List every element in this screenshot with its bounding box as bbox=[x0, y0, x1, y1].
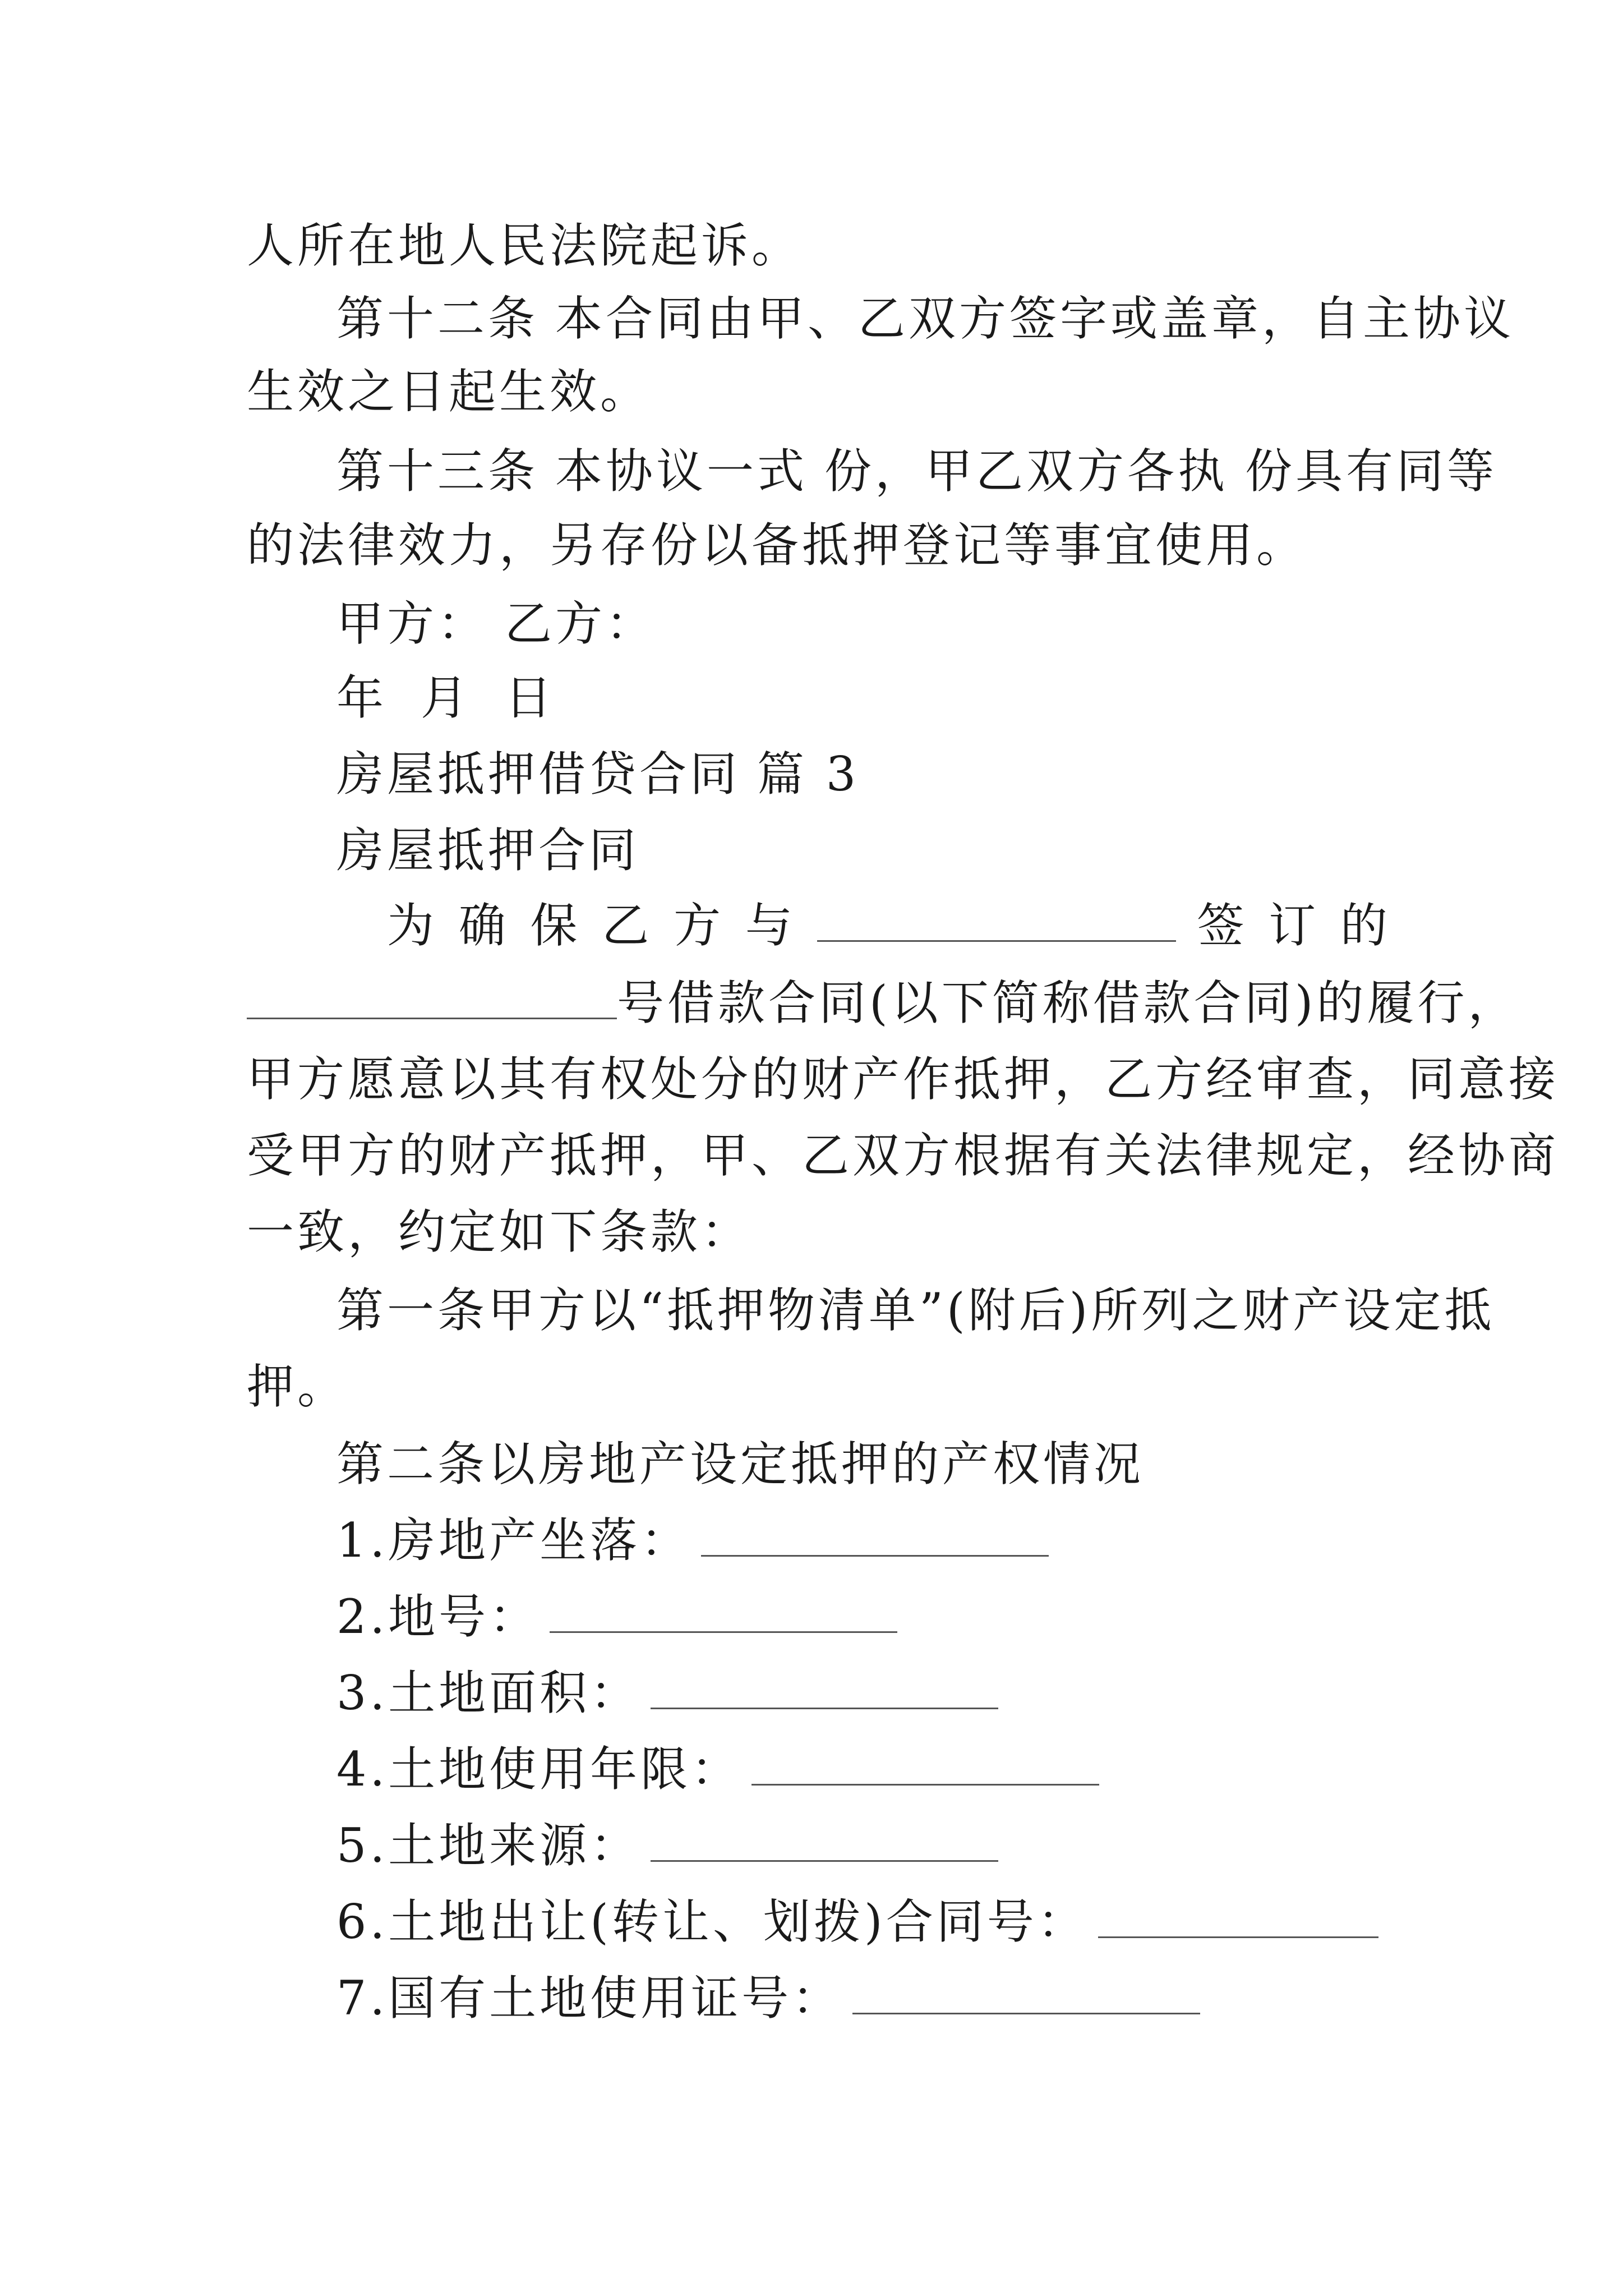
article-2-text: 第二条以房地产设定抵押的产权情况 bbox=[336, 1437, 1145, 1492]
article-1-text: 第一条甲方以“抵押物清单”(附后)所列之财产设定抵 bbox=[336, 1283, 1495, 1338]
date-year: 年 bbox=[336, 670, 388, 725]
section-number: 篇 3 bbox=[757, 747, 860, 802]
land-term-blank-field[interactable] bbox=[751, 1743, 1099, 1786]
date-month: 月 bbox=[421, 670, 472, 725]
item-label: 1.房地产坐落： bbox=[336, 1513, 691, 1568]
article-1-line-1 bbox=[336, 1282, 1495, 1338]
list-item bbox=[336, 1512, 1391, 1568]
list-item bbox=[336, 1970, 1391, 2026]
item-label: 2.地号： bbox=[336, 1589, 540, 1644]
intro-line-3 bbox=[247, 1051, 1560, 1107]
section-title: 房屋抵押借贷合同 bbox=[336, 747, 741, 802]
article-12-text: 本合同由甲、乙双方签字或盖章，自主协议 bbox=[555, 291, 1515, 346]
contract-no-blank-field[interactable] bbox=[1098, 1896, 1378, 1938]
list-item bbox=[336, 1894, 1391, 1950]
intro-word: 保 bbox=[530, 898, 581, 953]
article-13-number: 第十三条 bbox=[336, 444, 539, 499]
article-2-heading bbox=[336, 1436, 1391, 1492]
signature-line bbox=[336, 596, 1391, 652]
section-heading bbox=[336, 746, 1391, 802]
date-day: 日 bbox=[505, 670, 556, 725]
intro-word: 为 bbox=[387, 898, 438, 953]
intro-word: 与 bbox=[745, 898, 796, 953]
intro-word: 方 bbox=[674, 898, 725, 953]
date-line bbox=[336, 670, 1391, 726]
article-12-line-2 bbox=[247, 364, 1391, 420]
intro-word: 乙 bbox=[602, 898, 653, 953]
contract-title: 房屋抵押合同 bbox=[336, 823, 640, 878]
intro-line-2 bbox=[247, 975, 1519, 1031]
list-item bbox=[336, 1741, 1391, 1797]
item-label: 6.土地出让(转让、划拨)合同号： bbox=[336, 1894, 1088, 1949]
intro-line-1 bbox=[387, 898, 1391, 954]
article-13-text-a: 本协议一式 bbox=[555, 444, 808, 499]
article-13-text-c: 份具有同等 bbox=[1245, 444, 1498, 499]
item-label: 4.土地使用年限： bbox=[336, 1742, 742, 1797]
article-1-text-cont: 押。 bbox=[247, 1359, 348, 1414]
article-13-text-b: 份，甲乙双方各执 bbox=[824, 444, 1229, 499]
article-12-text-cont: 生效之日起生效。 bbox=[247, 364, 651, 419]
intro-text: 号借款合同(以下简称借款合同)的履行， bbox=[617, 976, 1519, 1030]
item-label: 5.土地来源： bbox=[336, 1818, 641, 1873]
intro-line-4 bbox=[247, 1128, 1560, 1184]
intro-word: 确 bbox=[458, 898, 509, 953]
item-label: 7.国有土地使用证号： bbox=[336, 1971, 843, 2026]
intro-text: 甲方愿意以其有权处分的财产作抵押，乙方经审查，同意接 bbox=[247, 1052, 1560, 1107]
article-13-line-1 bbox=[336, 443, 1498, 499]
land-certificate-blank-field[interactable] bbox=[852, 1972, 1200, 2014]
intro-line-5 bbox=[247, 1204, 1391, 1260]
article-13-line-2 bbox=[247, 517, 1391, 573]
contract-number-blank-field[interactable] bbox=[247, 977, 617, 1019]
party-blank-field[interactable] bbox=[817, 900, 1176, 942]
paragraph-line bbox=[247, 218, 1391, 274]
intro-word: 的 bbox=[1340, 898, 1391, 953]
text-line: 人所在地人民法院起诉。 bbox=[247, 218, 803, 273]
article-12-line-1 bbox=[336, 291, 1515, 347]
article-13-text-cont: 的法律效力，另存份以备抵押登记等事宜使用。 bbox=[247, 518, 1307, 573]
intro-word: 订 bbox=[1269, 898, 1320, 953]
intro-text: 受甲方的财产抵押，甲、乙双方根据有关法律规定，经协商 bbox=[247, 1128, 1560, 1183]
intro-text: 一致，约定如下条款： bbox=[247, 1204, 752, 1259]
list-item bbox=[336, 1818, 1391, 1874]
article-12-number: 第十二条 bbox=[336, 291, 539, 346]
item-label: 3.土地面积： bbox=[336, 1665, 641, 1720]
contract-title-line bbox=[336, 822, 1391, 878]
party-b-label: 乙方： bbox=[505, 596, 657, 651]
article-1-line-2 bbox=[247, 1359, 1391, 1415]
lot-number-blank-field[interactable] bbox=[550, 1591, 897, 1633]
land-area-blank-field[interactable] bbox=[651, 1667, 998, 1709]
list-item bbox=[336, 1589, 1391, 1645]
intro-word: 签 bbox=[1197, 898, 1248, 953]
party-a-label: 甲方： bbox=[336, 596, 488, 651]
land-source-blank-field[interactable] bbox=[651, 1820, 998, 1862]
list-item bbox=[336, 1665, 1391, 1721]
location-blank-field[interactable] bbox=[701, 1515, 1049, 1557]
